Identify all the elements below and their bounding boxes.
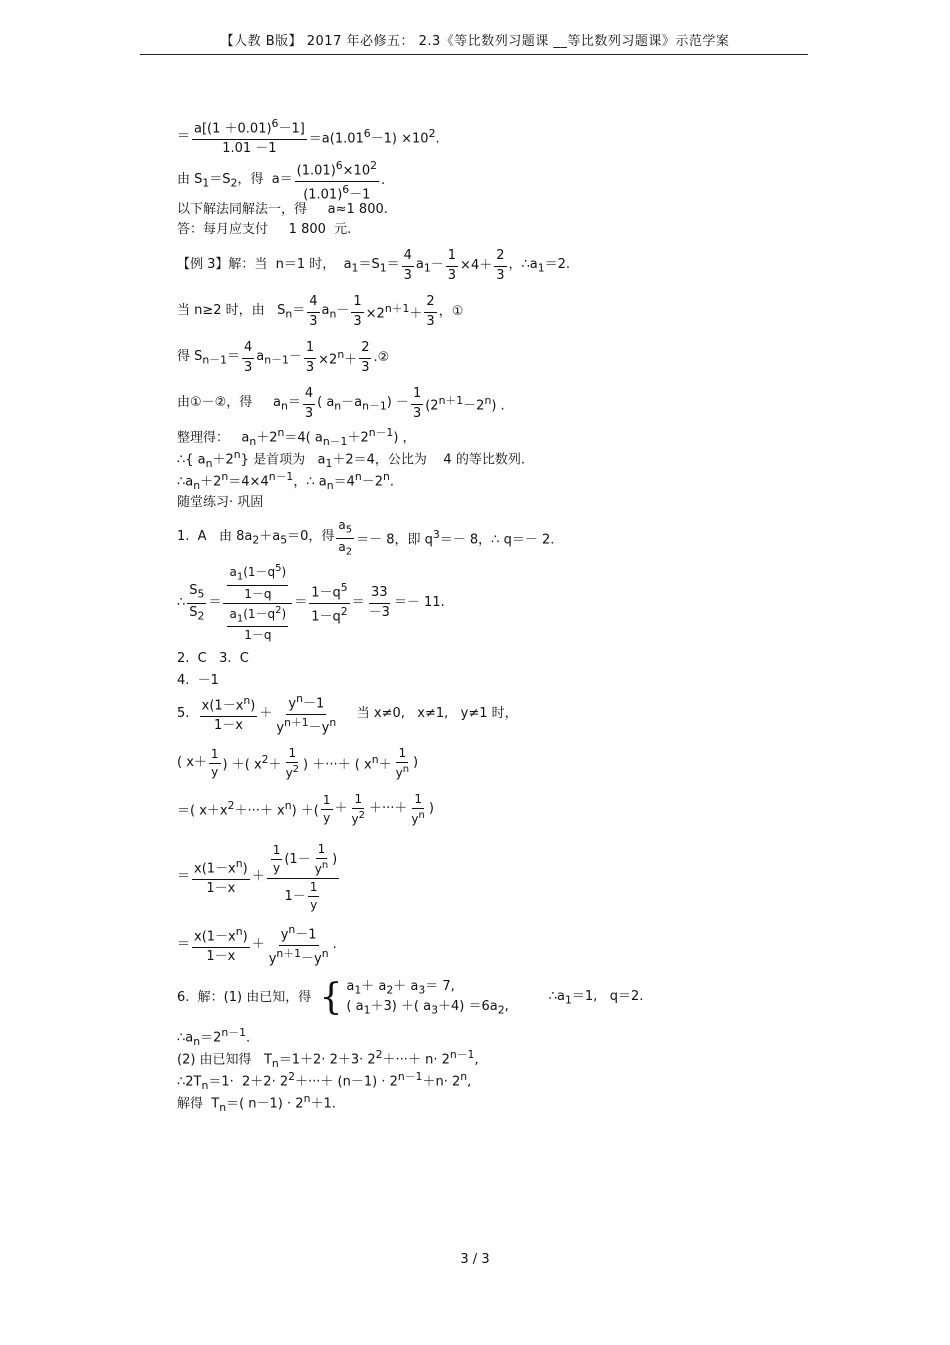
exercise-6: 6. 解：(1) 由已知，得 { $a_1+ a_2+ a_3= 7$, ( $a_1+3$) ＋( $a_3+4) =6a_2$, $\therefore a_1=1$, q＝2.	[177, 977, 644, 1018]
exercise-2-3: 2. C 3. C	[177, 650, 249, 666]
text-line-9: 整理得： $a_n+2^n=4$( $a_{n-1}+2^{n-1}$) ，	[177, 425, 416, 448]
eq-line-8: 由①－②，得 $a_n=$ $\frac{4}{3}$ ( $a_n-a_{n-1}$) － $\frac{1}{3}$ $(2^{n+1}-2^n)$ .	[177, 386, 505, 421]
exercise-6-an: $\therefore a_n=2^{n-1}$.	[177, 1025, 251, 1048]
answer-line: 答：每月应支付 1 800 元.	[177, 221, 352, 237]
page-number: 3 / 3	[460, 1252, 490, 1267]
text-line-3: 以下解法同解法一，得 a≈1 800.	[177, 201, 388, 217]
exercise-5: 5. $\frac{x(1-x^n)}{1-x}$ ＋ $\frac{y^n-1}{y^{n+1}-y^n}$ 当 x≠0, x≠1, y≠1 时，	[177, 691, 518, 735]
text-line-11: $\therefore a_n+2^n=4\times 4^{n-1}$，∴ $a_n=4^n-2^n$.	[177, 469, 395, 492]
equation-system: { $a_1+ a_2+ a_3= 7$, ( $a_1+3$) ＋( $a_3+4) =6a_2$,	[319, 977, 509, 1018]
exercise-6-2tn: $\therefore 2T_n=1\cdot 2+2\cdot 2^2+\cdot\cdot\cdot+ (n-1) \cdot 2^{n-1}+n\cdot 2^n$,	[177, 1069, 472, 1092]
exercise-6-solution: 解得 $T_n=$( $n-1) \cdot 2^n+1$.	[177, 1091, 336, 1114]
page-header: 【人教 B版】 2017 年必修五： 2.3《等比数列习题课 __等比数列习题课》示范学案	[220, 34, 730, 49]
exercise-5-result: ＝ $\frac{x(1-x^n)}{1-x}$ ＋ $\frac{y^n-1}{y^{n+1}-y^n}$ .	[177, 922, 337, 966]
example3-line: 【例 3】解：当 n＝1 时， $a_1=S_1=$ $\frac{4}{3}$ $a_1-$ $\frac{1}{3}$ ×4＋ $\frac{2}{3}$ ，$\therefore a_1=2$.	[177, 248, 571, 283]
exercise-4: 4. －1	[177, 672, 219, 688]
header-rule	[140, 54, 808, 55]
eq-line-7: 得 $S_{n-1}=$ $\frac{4}{3}$ $a_{n-1}-$ $\frac{1}{3}$ $\times 2^n+$ $\frac{2}{3}$ .②	[177, 340, 390, 375]
exercise-1-ratio: ∴ $\frac{S_5}{S_2}$ ＝ $\frac{\frac{a_1(1-q^5)}{1-q}}{\frac{a_1(1-q^2)}{1-q}}$ ＝ $\frac{1-q^5}{1-q^2}$ ＝ $\frac{33}{-3}$ ＝－ 11.	[177, 562, 445, 643]
exercise-5-step-2: ＝ $\frac{x(1-x^n)}{1-x}$ ＋ $\frac{1}{y}$ (1－ $\frac{1}{y^n}$ ) 1－ $\frac{1}{y}$	[177, 841, 338, 912]
exercise-5-sum: ( x＋ $\frac{1}{y}$ ) ＋( $x^2+$ $\frac{1}{y^2}$ ) ＋···＋ ( $x^n+$ $\frac{1}{y^n}$ )	[177, 745, 419, 780]
eq-line-2: 由 $S_1=S_2$，得 a＝ $\frac{(1.01)^6\times 10^2}{(1.01)^6-1}$ .	[177, 158, 386, 202]
document-body	[177, 118, 797, 1114]
section-heading: 随堂练习· 巩固	[177, 494, 264, 510]
text-line-10: ∴{ $a_n+2^n$} 是首项为 $a_1+2=4$，公比为 4 的等比数列.	[177, 447, 525, 470]
exercise-6-tn: (2) 由已知得 $T_n=1+2\cdot 2+3\cdot 2^2+\cdot\cdot\cdot+ n\cdot 2^{n-1}$,	[177, 1047, 479, 1070]
exercise-1: 1. A 由 $8a_2+a_5=0$，得 $\frac{a_5}{a_2}$ ＝－ 8，即 $q^3=- 8$，∴ q＝－ 2.	[177, 517, 555, 557]
exercise-5-step-1: ＝( $x+x^2+\cdot\cdot\cdot+ x^n$) ＋( $\frac{1}{y}$ ＋ $\frac{1}{y^2}$ ＋···＋ $\frac{1}{y^n}$ )	[177, 791, 434, 826]
eq-line-6: 当 n≥2 时，由 $S_n=$ $\frac{4}{3}$ $a_n-$ $\frac{1}{3}$ $\times 2^{n+1}+$ $\frac{2}{3}$ ，①	[177, 294, 464, 329]
eq-line-1: ＝ $\frac{a[(1 +0.01)^6-1]}{1.01 -1}$ $=a(1.01^6-1) \times 10^2$.	[177, 117, 440, 156]
